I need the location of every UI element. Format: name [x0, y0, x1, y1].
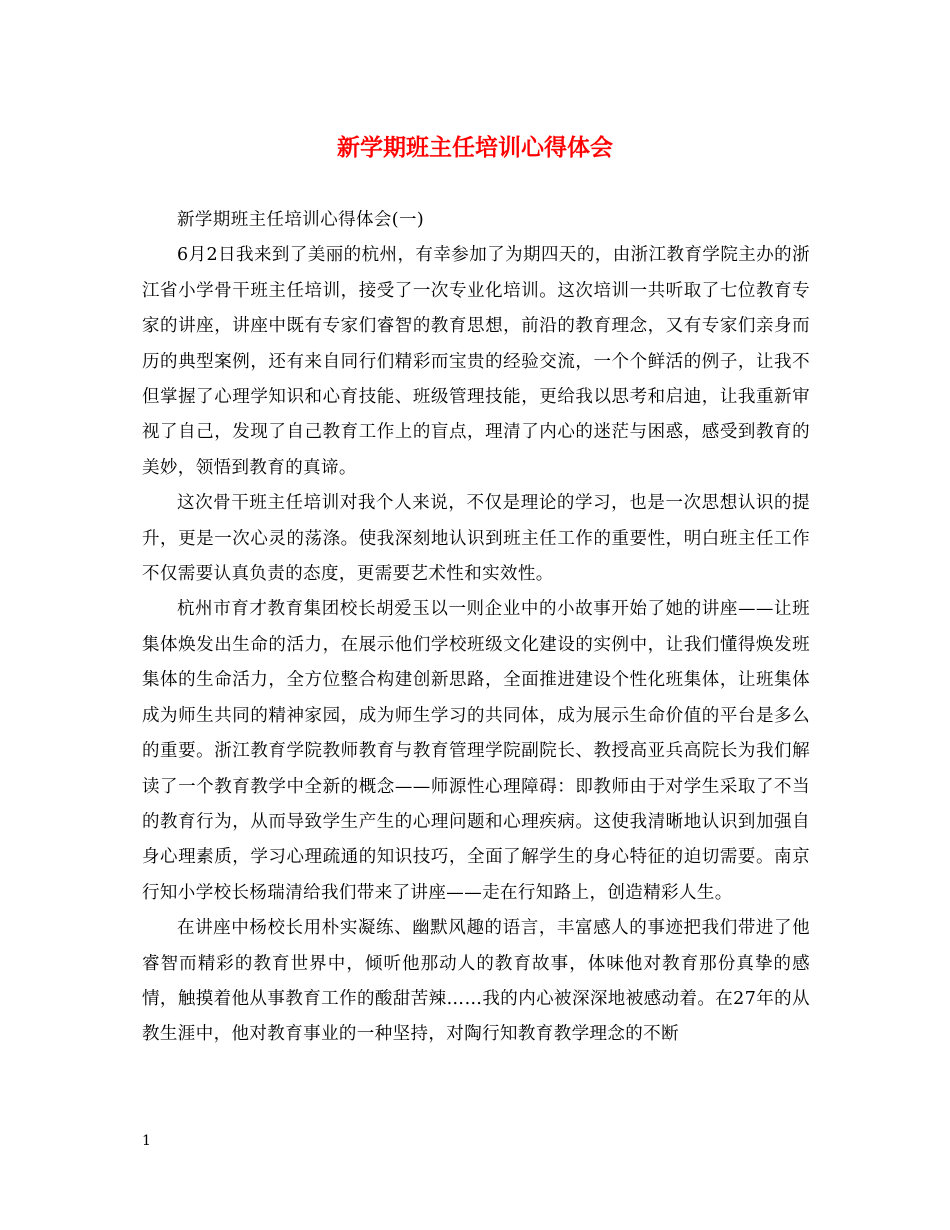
body-paragraph: 杭州市育才教育集团校长胡爱玉以一则企业中的小故事开始了她的讲座——让班集体焕发出生命的活力，在展示他们学校班级文化建设的实例中，让我们懂得焕发班集体的生命活力，全方位整合构建创新思路，全面推进建设个性化班集体，让班集体成为师生共同的精神家园，成为师生学习的共同体，成为展示生命价值的平台是多么的重要。浙江教育学院教师教育与教育管理学院副院长、教授高亚兵高院长为我们解读了一个教育教学中全新的概念——师源性心理障碍：即教师由于对学生采取了不当的教育行为，从而导致学生产生的心理问题和心理疾病。这使我清晰地认识到加强自身心理素质，学习心理疏通的知识技巧，全面了解学生的身心特征的迫切需要。南京行知小学校长杨瑞清给我们带来了讲座——走在行知路上，创造精彩人生。: [142, 599, 810, 903]
subtitle-paragraph: 新学期班主任培训心得体会(一): [177, 210, 425, 230]
body-paragraph: 这次骨干班主任培训对我个人来说，不仅是理论的学习，也是一次思想认识的提升，更是一次心灵的荡涤。使我深刻地认识到班主任工作的重要性，明白班主任工作不仅需要认真负责的态度，更需要艺术性和实效性。: [142, 493, 810, 585]
document-body: [142, 203, 810, 1053]
body-paragraph: 6月2日我来到了美丽的杭州，有幸参加了为期四天的，由浙江教育学院主办的浙江省小学骨干班主任培训，接受了一次专业化培训。这次培训一共听取了七位教育专家的讲座，讲座中既有专家们睿智的教育思想，前沿的教育理念，又有专家们亲身而历的典型案例，还有来自同行们精彩而宝贵的经验交流，一个个鲜活的例子，让我不但掌握了心理学知识和心育技能、班级管理技能，更给我以思考和启迪，让我重新审视了自己，发现了自己教育工作上的盲点，理清了内心的迷茫与困惑，感受到教育的美妙，领悟到教育的真谛。: [142, 245, 810, 478]
document-title: 新学期班主任培训心得体会: [337, 134, 613, 161]
page-number: 1: [142, 1133, 151, 1149]
body-paragraph: 在讲座中杨校长用朴实凝练、幽默风趣的语言，丰富感人的事迹把我们带进了他睿智而精彩的教育世界中，倾听他那动人的教育故事，体味他对教育那份真挚的感情，触摸着他从事教育工作的酸甜苦辣……我的内心被深深地被感动着。在27年的从教生涯中，他对教育事业的一种坚持，对陶行知教育教学理念的不断: [142, 918, 810, 1045]
